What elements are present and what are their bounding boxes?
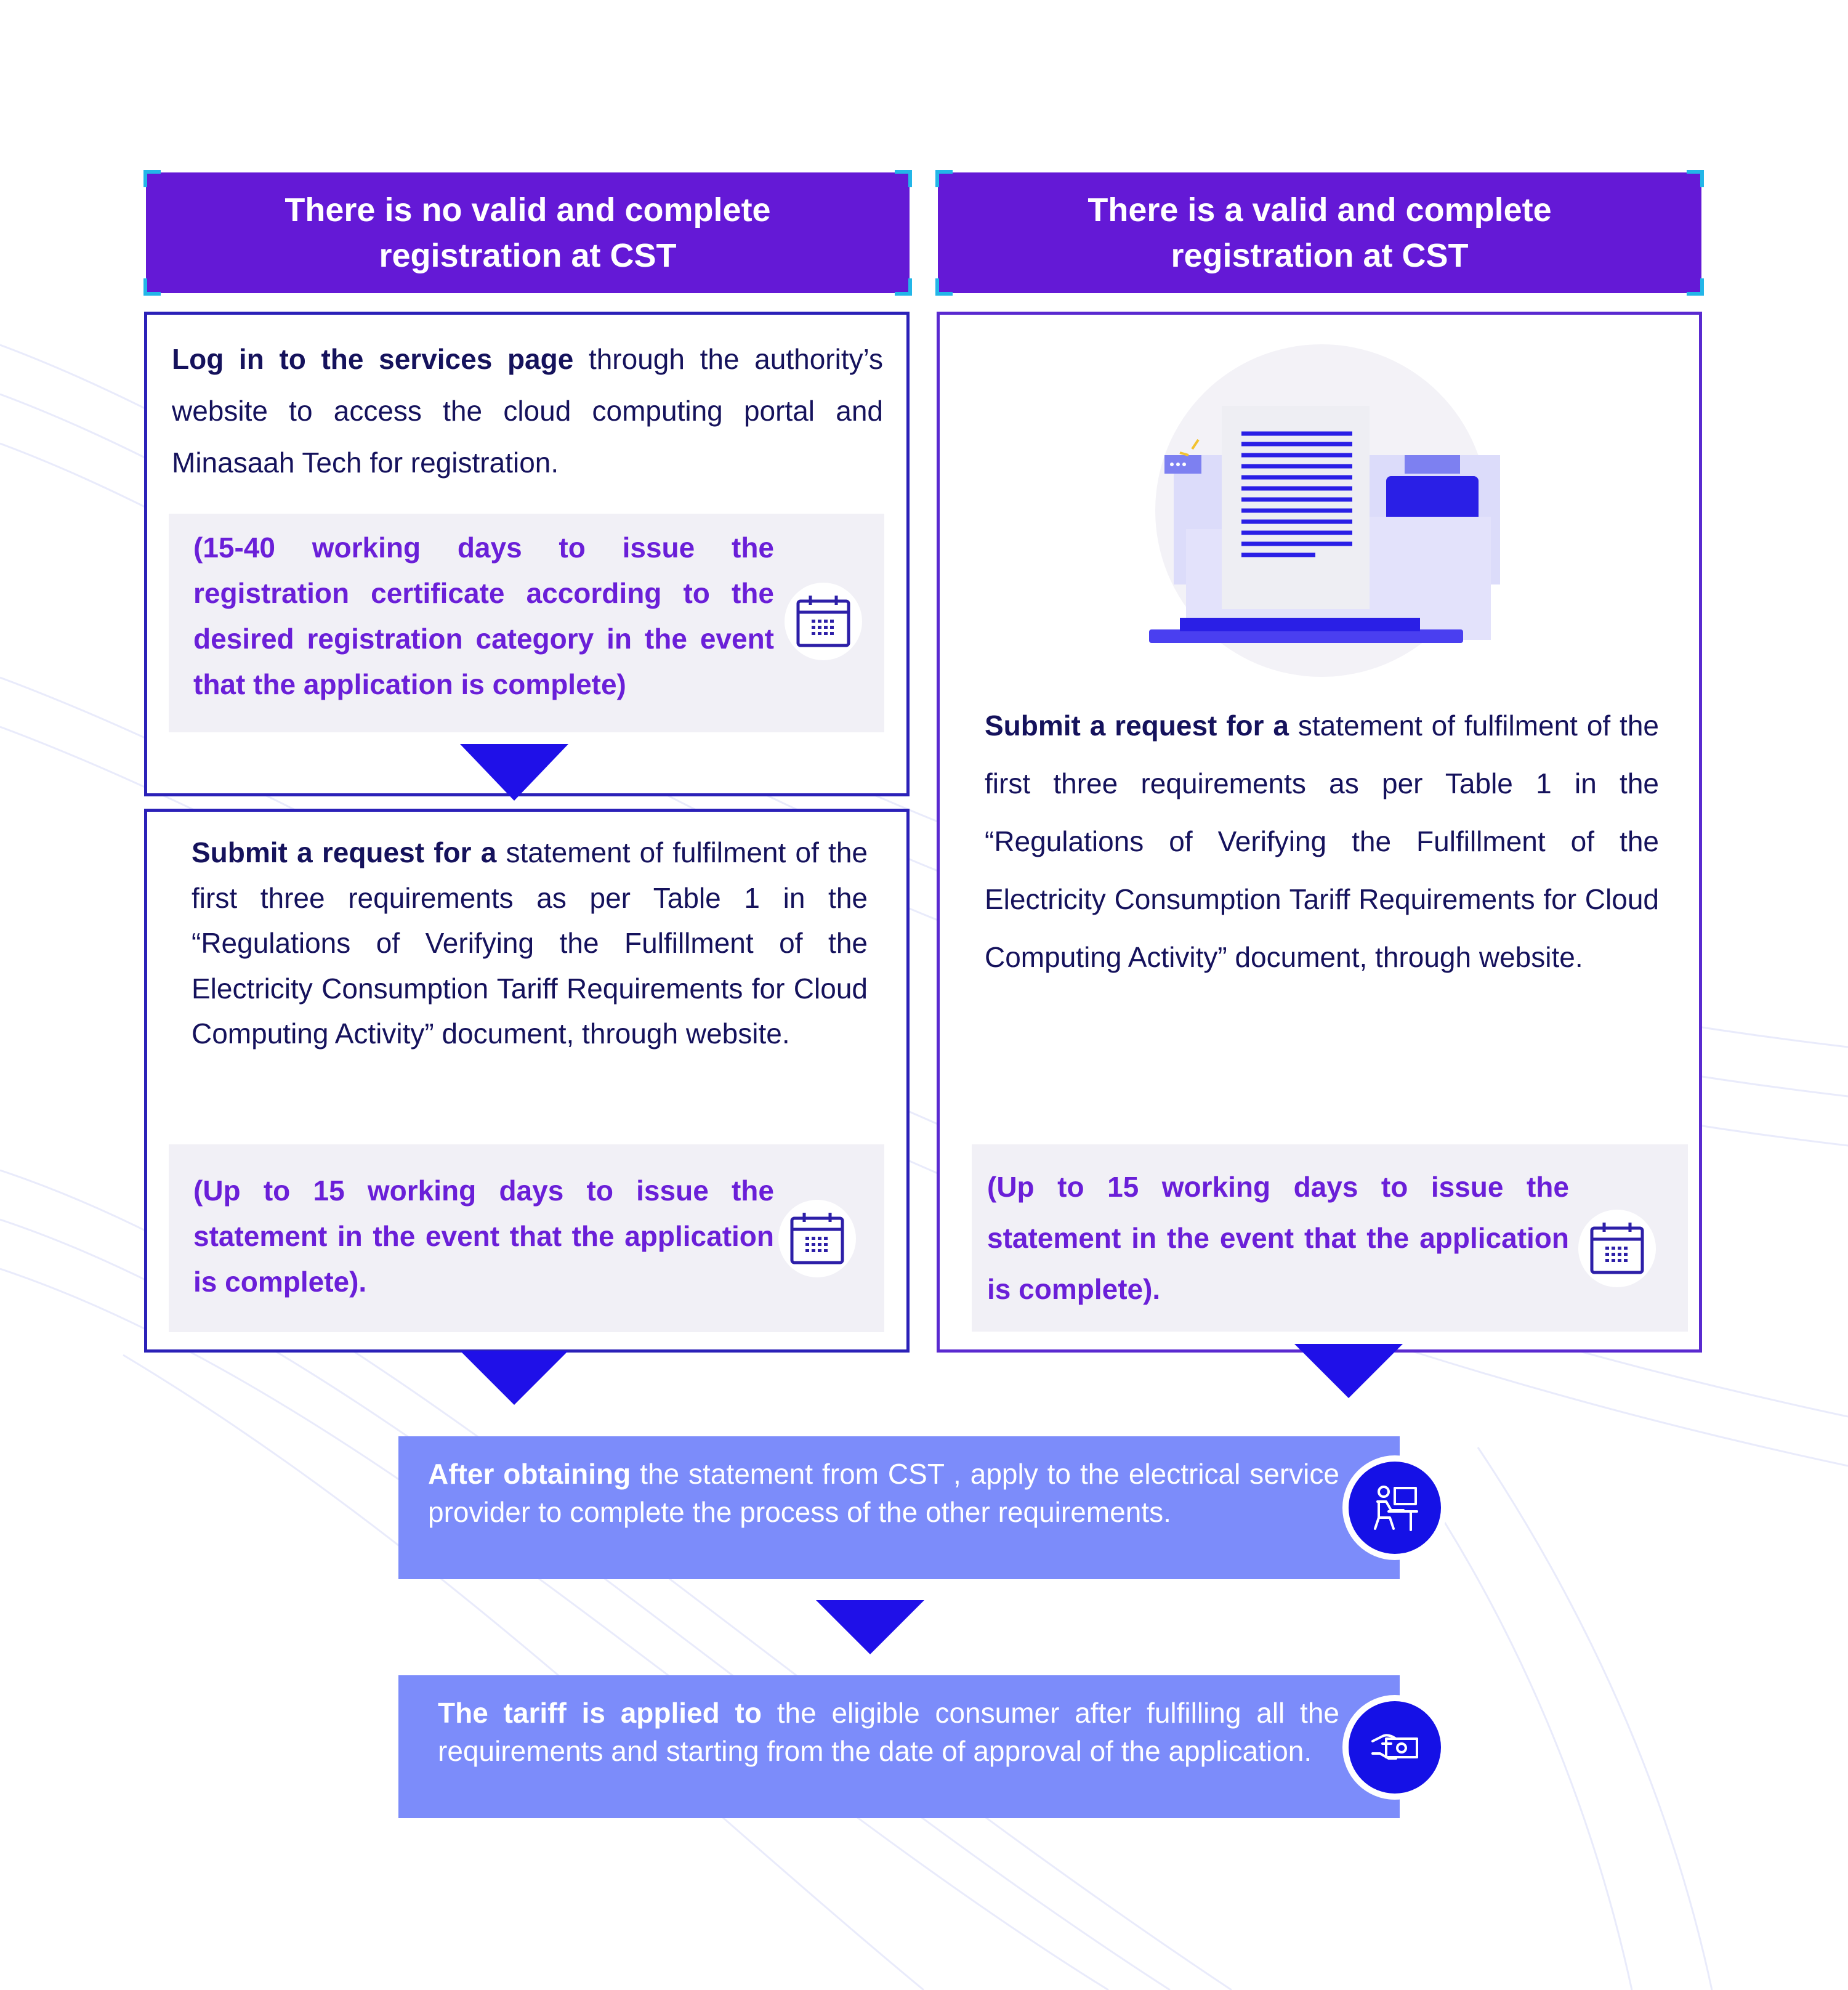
left-step1-text <box>172 333 883 488</box>
arrow-down-icon <box>460 1351 568 1405</box>
step3-rest: the statement from CST , apply to the electrical service provider to complete the process of the other requirements. <box>428 1458 1339 1528</box>
right-step1-rest: statement of fulfilment of the first three requirements as per Table 1 in the “Regulations of Verifying the Fulfillment of the Electricity Consumption Tariff Requirements for Cloud Computing Activity” document, through website. <box>985 710 1659 973</box>
step4-text <box>438 1694 1339 1770</box>
left-step2-box <box>144 809 910 1353</box>
right-step1-text <box>985 697 1659 986</box>
left-step2-bold: Submit a request for a <box>192 836 497 868</box>
step3-text <box>428 1455 1339 1531</box>
right-step1-note-text: (Up to 15 working days to issue the statement in the event that the application is complete). <box>987 1171 1569 1305</box>
left-step1-note-text: (15-40 working days to issue the registration certificate according to the desired registration category in the event that the application is complete) <box>193 532 774 700</box>
calendar-icon <box>778 1200 856 1277</box>
arrow-down-icon <box>460 744 568 801</box>
step4-bold: The tariff is applied to <box>438 1697 762 1729</box>
left-step1-rest: through the authority’s website to access the cloud computing portal and Minasaah Tech for registration. <box>172 343 883 479</box>
header-valid-registration <box>938 172 1701 293</box>
step3-box <box>398 1436 1400 1579</box>
left-step2-note-text: (Up to 15 working days to issue the statement in the event that the application is complete). <box>193 1175 774 1298</box>
right-step1-box <box>937 312 1702 1353</box>
left-step1-note <box>169 514 884 732</box>
header-left-line2: registration at CST <box>379 237 677 274</box>
left-step1-box <box>144 312 910 796</box>
right-step1-note <box>972 1144 1688 1332</box>
header-left-line1: There is no valid and complete <box>284 192 771 229</box>
document-laptop-illustration <box>1051 332 1519 677</box>
step4-rest: the eligible consumer after fulfilling all the requirements and starting from the date of approval of the application. <box>438 1697 1339 1767</box>
left-step1-bold: Log in to the services page <box>172 343 574 375</box>
header-right-line1: There is a valid and complete <box>1087 192 1552 229</box>
left-step2-rest: statement of fulfilment of the first three requirements as per Table 1 in the “Regulations of Verifying the Fulfillment of the Electricity Consumption Tariff Requirements for Cloud Computing Activity” document, through website. <box>192 836 868 1050</box>
hand-with-money-icon <box>1342 1695 1447 1800</box>
person-at-desk-icon <box>1342 1455 1447 1560</box>
step3-bold: After obtaining <box>428 1458 631 1490</box>
header-no-registration <box>146 172 910 293</box>
right-step1-bold: Submit a request for a <box>985 710 1289 742</box>
left-step2-text <box>192 830 868 1057</box>
step4-box <box>398 1675 1400 1818</box>
arrow-down-icon <box>1294 1344 1403 1398</box>
calendar-icon <box>785 583 862 660</box>
header-right-line2: registration at CST <box>1171 237 1469 274</box>
calendar-icon <box>1578 1210 1656 1287</box>
left-step2-note <box>169 1144 884 1332</box>
arrow-down-icon <box>816 1600 924 1654</box>
